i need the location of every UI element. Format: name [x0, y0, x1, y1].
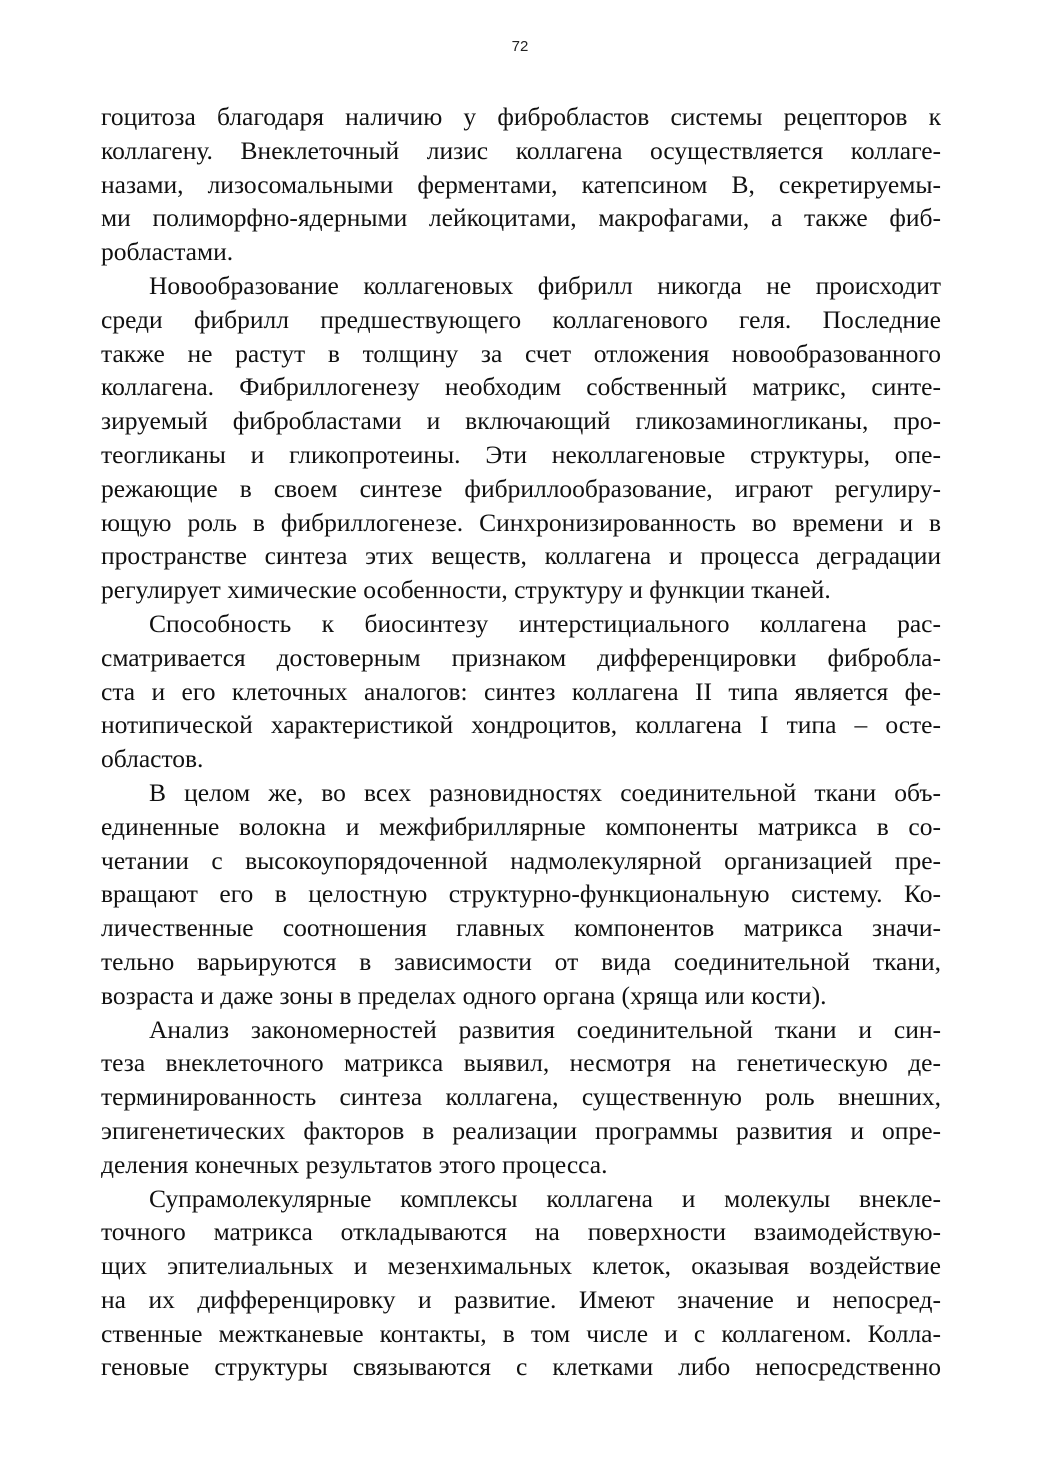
text-line: зируемый фибробластами и включающий гликозаминогликаны, про- [101, 406, 941, 436]
text-line: четании с высокоупорядоченной надмолекулярной организацией пре- [101, 845, 941, 875]
text-line: сматривается достоверным признаком дифференцировки фибробла- [101, 642, 941, 672]
text-line: деления конечных результатов этого процесса. [101, 1149, 608, 1179]
page-number: 72 [511, 38, 529, 55]
text-line: Новообразование коллагеновых фибрилл никогда не происходит [149, 270, 941, 300]
text-line: тельно варьируются в зависимости от вида соединительной ткани, [101, 946, 941, 976]
text-line: также не растут в толщину за счет отложения новообразованного [101, 338, 941, 368]
text-line: коллагену. Внеклеточный лизис коллагена осуществляется коллаге- [101, 135, 941, 165]
paragraph [101, 1013, 941, 1182]
text-line: единенные волокна и межфибриллярные компоненты матрикса в со- [101, 811, 941, 841]
text-line: Анализ закономерностей развития соединительной ткани и син- [149, 1014, 941, 1044]
text-line: ющую роль в фибриллогенезе. Синхронизированность во времени и в [101, 507, 941, 537]
text-line: В целом же, во всех разновидностях соединительной ткани объ- [149, 777, 941, 807]
text-line: областов. [101, 744, 204, 774]
text-line: на их дифференцировку и развитие. Имеют значение и непосред- [101, 1284, 941, 1314]
body-text [101, 100, 941, 1384]
paragraph [101, 269, 941, 607]
text-line: ста и его клеточных аналогов: синтез коллагена II типа является фе- [101, 676, 941, 706]
text-line: гоцитоза благодаря наличию у фибробластов системы рецепторов к [101, 102, 941, 131]
text-line: теза внеклеточного матрикса выявил, несмотря на генетическую де- [101, 1048, 941, 1078]
text-line: режающие в своем синтезе фибриллообразование, играют регулиру- [101, 473, 941, 503]
text-line: вращают его в целостную структурно-функциональную систему. Ко- [101, 879, 941, 909]
text-line: пространстве синтеза этих веществ, коллагена и процесса деградации [101, 541, 941, 571]
text-line: геновые структуры связываются с клетками либо непосредственно [101, 1352, 941, 1382]
text-line: ми полиморфно-ядерными лейкоцитами, макрофагами, а также фиб- [101, 203, 941, 233]
text-line: щих эпителиальных и мезенхимальных клеток, оказывая воздействие [101, 1251, 941, 1281]
text-line: нотипической характеристикой хондроцитов, коллагена I типа – осте- [101, 710, 941, 740]
text-line: ственные межтканевые контакты, в том числе и с коллагеном. Колла- [101, 1318, 941, 1348]
text-line: возраста и даже зоны в пределах одного органа (хряща или кости). [101, 980, 827, 1010]
paragraph [101, 100, 941, 269]
text-line: теогликаны и гликопротеины. Эти неколлагеновые структуры, опе- [101, 439, 941, 469]
text-line: личественные соотношения главных компонентов матрикса значи- [101, 913, 941, 943]
text-line: эпигенетических факторов в реализации программы развития и опре- [101, 1115, 941, 1145]
text-line: Супрамолекулярные комплексы коллагена и молекулы внекле- [149, 1183, 941, 1213]
text-line: регулирует химические особенности, структуру и функции тканей. [101, 575, 831, 605]
paragraph [101, 607, 941, 776]
text-line: назами, лизосомальными ферментами, катепсином В, секретируемы- [101, 169, 941, 199]
text-line: точного матрикса откладываются на поверхности взаимодействую- [101, 1217, 941, 1247]
text-line: среди фибрилл предшествующего коллагенового геля. Последние [101, 304, 941, 334]
paragraph [101, 1182, 941, 1385]
text-line: робластами. [101, 237, 234, 267]
text-line: Способность к биосинтезу интерстициального коллагена рас- [149, 608, 941, 638]
paragraph [101, 776, 941, 1013]
text-line: коллагена. Фибриллогенезу необходим собственный матрикс, синте- [101, 372, 941, 402]
text-line: терминированность синтеза коллагена, существенную роль внешних, [101, 1082, 941, 1112]
